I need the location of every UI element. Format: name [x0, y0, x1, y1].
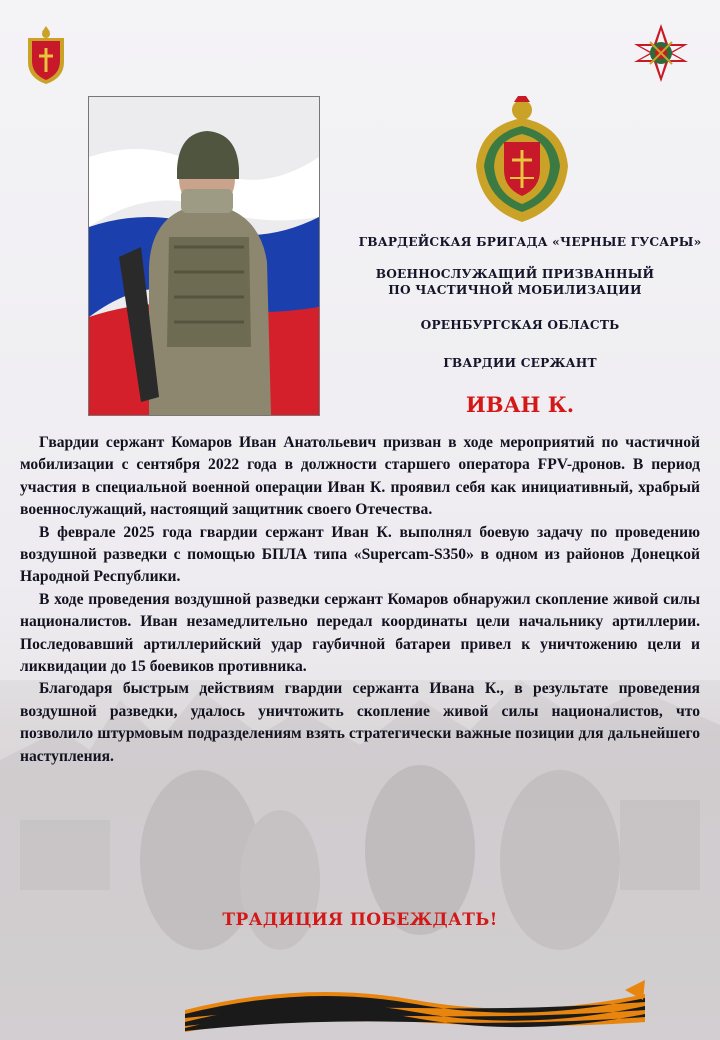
soldier-name: ИВАН К.: [465, 392, 575, 417]
article-paragraph: Гвардии сержант Комаров Иван Анатольевич призван в ходе мероприятий по частичной мобилизации с сентября 2022 года в должности старшего оператора FPV-дронов. В период участия в специальной военной операции Иван К. проявил себя как инициативный, храбрый военнослужащий, настоящий защитник своего Отечества.: [20, 434, 700, 519]
military-cross-emblem-icon: [630, 22, 692, 84]
district-emblem-icon: [470, 96, 574, 226]
brigade-title: ГВАРДЕЙСКАЯ БРИГАДА «ЧЕРНЫЕ ГУСАРЫ»: [358, 235, 702, 249]
slogan: ТРАДИЦИЯ ПОБЕЖДАТЬ!: [222, 910, 498, 930]
article-paragraph: В ходе проведения воздушной разведки сержант Комаров обнаружил скопление живой силы националистов. Иван незамедлительно передал координаты цели начальнику артиллерии. Последовавший артиллерийский удар гаубичной батареи привел к уничтожению цели и ликвидации до 15 боевиков противника.: [20, 590, 700, 676]
article-body: [20, 432, 700, 768]
soldier-image: [89, 97, 319, 415]
rank-title: ГВАРДИИ СЕРЖАНТ: [443, 356, 597, 370]
article-paragraph: Благодаря быстрым действиям гвардии сержанта Ивана К., в результате проведения воздушной разведки, удалось уничтожить скопление живой силы националистов, что позволило штурмовым подразделениям взять стратегически важные позиции для дальнейшего наступления.: [20, 680, 700, 765]
soldier-photo: [88, 96, 320, 416]
region-title: ОРЕНБУРГСКАЯ ОБЛАСТЬ: [420, 318, 620, 332]
st-george-ribbon-icon: [185, 970, 645, 1034]
brigade-shield-emblem-icon: [20, 24, 72, 86]
status-line-2: ПО ЧАСТИЧНОЙ МОБИЛИЗАЦИИ: [388, 283, 642, 297]
status-line-1: ВОЕННОСЛУЖАЩИЙ ПРИЗВАННЫЙ: [375, 267, 655, 281]
article-paragraph: В феврале 2025 года гвардии сержант Иван К. выполнял боевую задачу по проведению воздушной разведки с помощью БПЛА типа «Supercam-S350» в одном из районов Донецкой Народной Республики.: [20, 523, 700, 586]
